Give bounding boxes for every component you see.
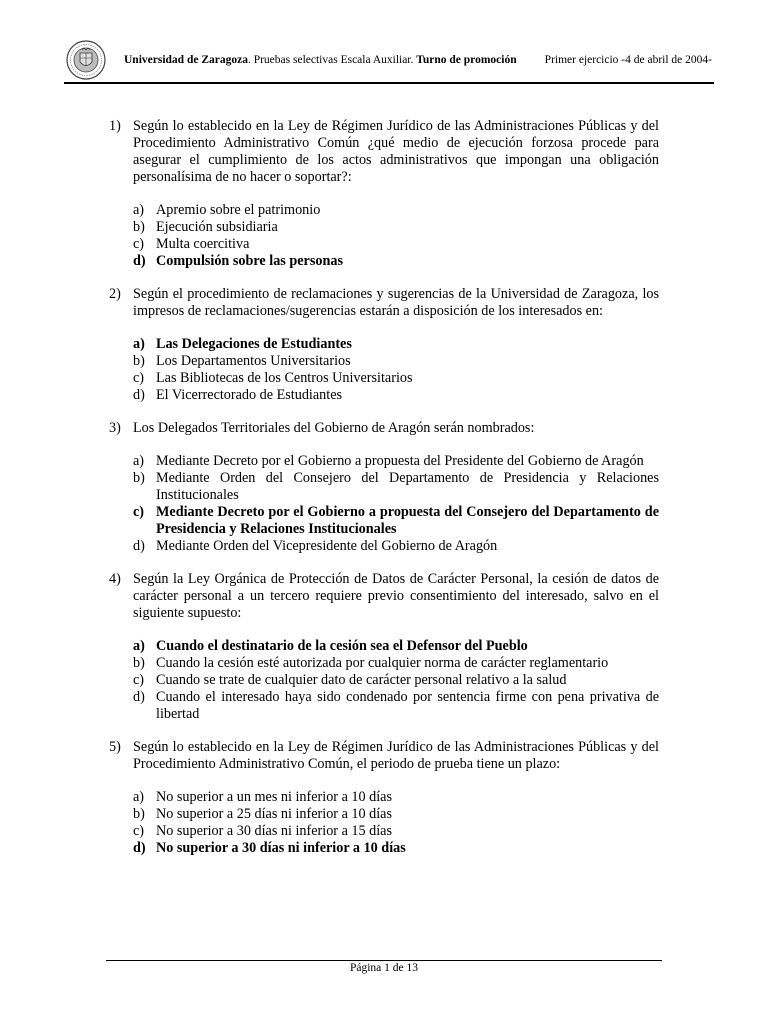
option-text: Cuando se trate de cualquier dato de carácter personal relativo a la salud [156, 672, 567, 688]
page-header [64, 36, 714, 84]
option-letter: b) [133, 353, 145, 369]
answer-options [133, 638, 659, 723]
option-text: Compulsión sobre las personas [156, 253, 343, 269]
question-number: 2) [109, 286, 121, 302]
option-letter: a) [133, 789, 145, 805]
option-letter: c) [133, 823, 145, 839]
answer-option [133, 453, 659, 470]
university-seal-icon [66, 40, 106, 80]
question-number: 5) [109, 739, 121, 755]
answer-option [133, 470, 659, 504]
question-list [109, 118, 659, 873]
answer-option [133, 370, 659, 387]
option-letter: b) [133, 470, 145, 486]
page-number: Página 1 de 13 [349, 962, 419, 974]
option-letter: c) [133, 672, 145, 688]
answer-option-correct [133, 504, 659, 538]
header-title [124, 54, 517, 66]
option-text: Cuando la cesión esté autorizada por cualquier norma de carácter reglamentario [156, 655, 609, 671]
option-text: No superior a 30 días ni inferior a 15 días [156, 823, 393, 839]
option-letter: c) [133, 370, 145, 386]
option-letter: d) [133, 387, 145, 403]
question-number: 3) [109, 420, 121, 436]
question-number: 1) [109, 118, 121, 134]
question-4 [109, 571, 659, 723]
option-letter: c) [133, 504, 145, 520]
option-text: Multa coercitiva [156, 236, 250, 252]
answer-option [133, 236, 659, 253]
turno-label: Turno de promoción [416, 54, 517, 66]
option-text: Ejecución subsidiaria [156, 219, 278, 235]
option-letter: d) [133, 538, 145, 554]
answer-option-correct [133, 336, 659, 353]
question-stem: Según lo establecido en la Ley de Régimen Jurídico de las Administraciones Públicas y del Procedimiento Administrativo Común, el periodo de prueba tiene un plazo: [133, 739, 659, 772]
option-text: Mediante Orden del Consejero del Departamento de Presidencia y Relaciones Institucionales [156, 470, 659, 503]
option-text: No superior a 30 días ni inferior a 10 días [156, 840, 406, 856]
question-3 [109, 420, 659, 555]
option-text: Las Delegaciones de Estudiantes [156, 336, 352, 352]
option-text: Los Departamentos Universitarios [156, 353, 351, 369]
answer-option [133, 353, 659, 370]
option-letter: d) [133, 253, 146, 269]
option-letter: b) [133, 219, 145, 235]
option-letter: a) [133, 336, 145, 352]
answer-option [133, 823, 659, 840]
option-text: Mediante Orden del Vicepresidente del Gobierno de Aragón [156, 538, 498, 554]
option-letter: b) [133, 655, 145, 671]
option-letter: a) [133, 202, 145, 218]
answer-options [133, 336, 659, 404]
answer-option-correct [133, 840, 659, 857]
question-stem: Según lo establecido en la Ley de Régimen Jurídico de las Administraciones Públicas y del Procedimiento Administrativo Común ¿qué medio de ejecución forzosa procede para asegurar el cumplimiento de los actos administrativos que impongan una obligación personalísima de no hacer o soportar?: [133, 118, 659, 185]
answer-option [133, 538, 659, 555]
answer-option-correct [133, 638, 659, 655]
question-number: 4) [109, 571, 121, 587]
question-5 [109, 739, 659, 857]
option-text: Cuando el interesado haya sido condenado por sentencia firme con pena privativa de libertad [156, 689, 659, 722]
answer-option [133, 806, 659, 823]
option-letter: a) [133, 638, 145, 654]
footer-divider [106, 960, 662, 961]
answer-option [133, 789, 659, 806]
university-name: Universidad de Zaragoza [124, 54, 248, 66]
option-letter: a) [133, 453, 145, 469]
answer-option [133, 202, 659, 219]
option-letter: b) [133, 806, 145, 822]
question-stem: Según el procedimiento de reclamaciones y sugerencias de la Universidad de Zaragoza, los impresos de reclamaciones/sugerencias estarán a disposición de los interesados en: [133, 286, 659, 319]
answer-option [133, 672, 659, 689]
option-text: No superior a 25 días ni inferior a 10 días [156, 806, 393, 822]
option-text: No superior a un mes ni inferior a 10 días [156, 789, 393, 805]
answer-options [133, 453, 659, 555]
option-letter: d) [133, 840, 146, 856]
option-text: Cuando el destinatario de la cesión sea el Defensor del Pueblo [156, 638, 528, 654]
option-text: Mediante Decreto por el Gobierno a propuesta del Presidente del Gobierno de Aragón [156, 453, 644, 469]
answer-options [133, 202, 659, 270]
answer-option-correct [133, 253, 659, 270]
exam-name: . Pruebas selectivas Escala Auxiliar. [247, 54, 417, 66]
option-letter: d) [133, 689, 145, 705]
answer-option [133, 387, 659, 404]
option-text: Mediante Decreto por el Gobierno a propuesta del Consejero del Departamento de Presidencia y Relaciones Institucionales [156, 504, 659, 537]
answer-option [133, 689, 659, 723]
question-2 [109, 286, 659, 404]
option-text: Las Bibliotecas de los Centros Universitarios [156, 370, 413, 386]
question-stem: Los Delegados Territoriales del Gobierno de Aragón serán nombrados: [133, 420, 535, 436]
exam-date: Primer ejercicio -4 de abril de 2004- [544, 54, 712, 66]
answer-option [133, 219, 659, 236]
question-1 [109, 118, 659, 270]
answer-option [133, 655, 659, 672]
option-text: El Vicerrectorado de Estudiantes [156, 387, 343, 403]
answer-options [133, 789, 659, 857]
option-letter: c) [133, 236, 145, 252]
question-stem: Según la Ley Orgánica de Protección de Datos de Carácter Personal, la cesión de datos de carácter personal a un tercero requiere previo consentimiento del interesado, salvo en el siguiente supuesto: [133, 571, 659, 621]
option-text: Apremio sobre el patrimonio [156, 202, 321, 218]
